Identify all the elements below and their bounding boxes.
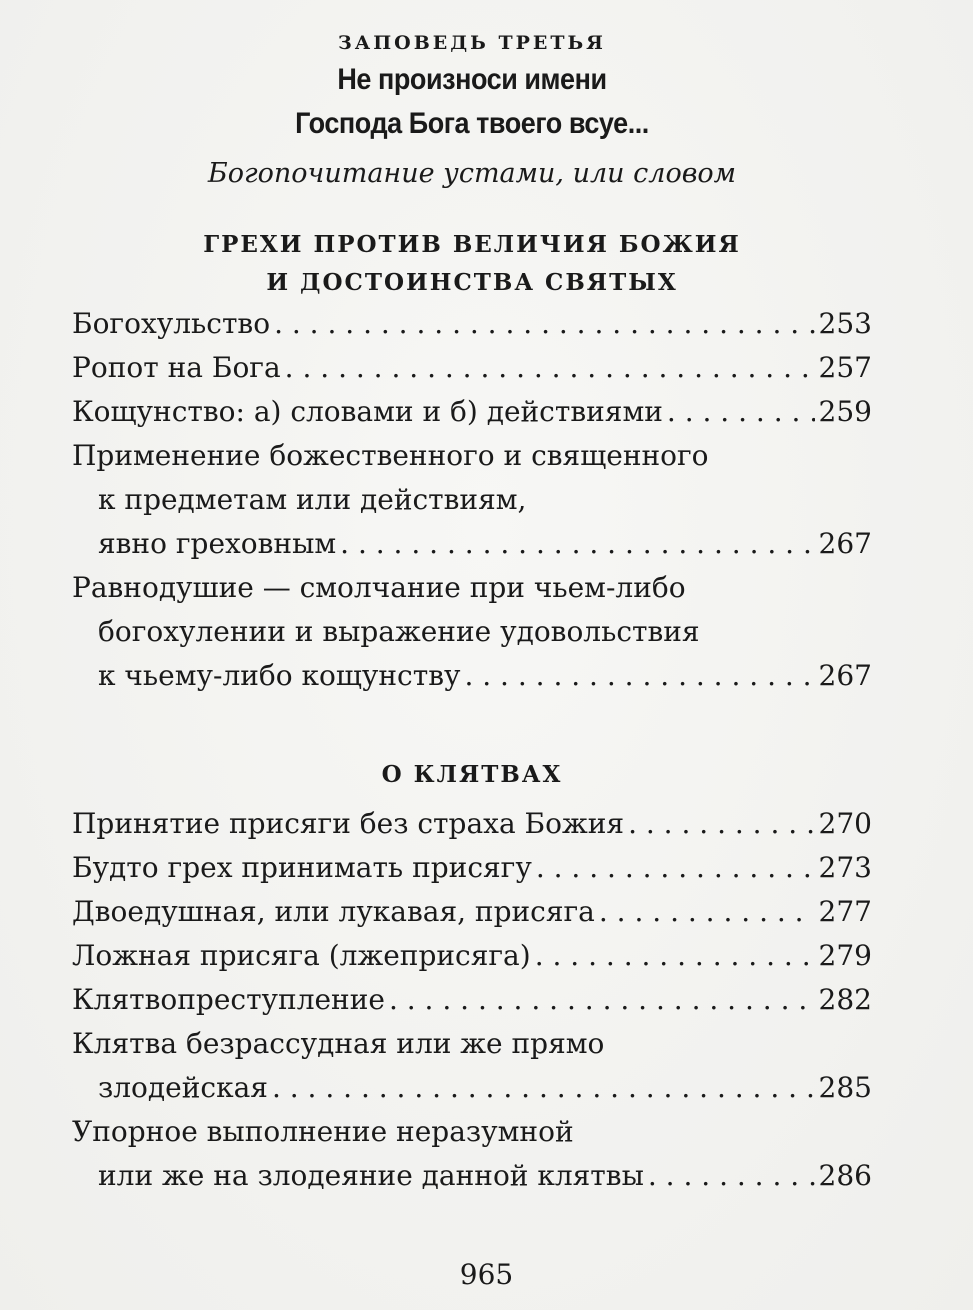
entry-text: Клятва безрассудная или же прямо <box>72 1027 605 1060</box>
page-number: 965 <box>459 1258 514 1291</box>
entry-text: к чьему-либо кощунству <box>98 659 461 692</box>
entry-row <box>72 522 872 566</box>
entry-row <box>72 846 872 890</box>
toc-content <box>72 28 872 1198</box>
entry-text: Применение божественного и священного <box>72 439 709 472</box>
toc-entry <box>72 978 872 1022</box>
entry-row <box>72 934 872 978</box>
dot-leader <box>464 654 814 698</box>
entry-page-number: 267 <box>818 659 872 692</box>
entry-text: Кощунство: а) словами и б) действиями <box>72 395 663 428</box>
entry-page-number: 267 <box>818 527 872 560</box>
toc-entry <box>72 846 872 890</box>
entry-row <box>72 302 872 346</box>
section-heading-line-2: И ДОСТОИНСТВА СВЯТЫХ <box>266 269 678 296</box>
entry-text: к предметам или действиям, <box>98 483 527 516</box>
toc-entry <box>72 566 872 698</box>
entry-page-number: 286 <box>818 1159 872 1192</box>
toc-entry <box>72 1110 872 1198</box>
toc-entry <box>72 434 872 566</box>
toc-entry <box>72 934 872 978</box>
entry-row <box>72 654 872 698</box>
toc-entry <box>72 890 872 934</box>
entry-page-number: 273 <box>818 851 872 884</box>
entry-text: или же на злодеяние данной клятвы <box>98 1159 644 1192</box>
dot-leader <box>599 890 815 934</box>
dot-leader <box>667 390 815 434</box>
entry-text: злодейская <box>98 1071 268 1104</box>
entry-page-number: 270 <box>818 807 872 840</box>
toc-entry <box>72 346 872 390</box>
entry-page-number: 285 <box>818 1071 872 1104</box>
entry-text: Ропот на Бога <box>72 351 281 384</box>
section-2-entries <box>72 802 872 1198</box>
entry-page-number: 257 <box>818 351 872 384</box>
entry-text: Богохульство <box>72 307 271 340</box>
entry-row <box>72 890 872 934</box>
subtitle: Богопочитание устами, или словом <box>207 158 737 189</box>
entry-text: Двоедушная, или лукавая, присяга <box>72 895 595 928</box>
section-1-entries <box>72 302 872 698</box>
entry-row <box>72 1154 872 1198</box>
dot-leader <box>628 802 814 846</box>
dot-leader <box>648 1154 815 1198</box>
entry-row <box>72 802 872 846</box>
entry-page-number: 277 <box>818 895 872 928</box>
title-line-2: Господа Бога твоего всуе... <box>295 107 649 140</box>
entry-text: Равнодушие — смолчание при чьем-либо <box>72 571 686 604</box>
dot-leader <box>274 302 814 346</box>
entry-text: Принятие присяги без страха Божия <box>72 807 625 840</box>
commandment-label: ЗАПОВЕДЬ ТРЕТЬЯ <box>338 32 606 54</box>
entry-page-number: 253 <box>818 307 872 340</box>
dot-leader <box>535 934 815 978</box>
section-heading-oaths: О КЛЯТВАХ <box>381 761 563 788</box>
entry-text: Клятвопреступление <box>72 983 385 1016</box>
entry-text: явно греховным <box>98 527 337 560</box>
title-line-1: Не произноси имени <box>337 63 607 96</box>
toc-entry <box>72 302 872 346</box>
dot-leader <box>340 522 814 566</box>
entry-row <box>72 1066 872 1110</box>
dot-leader <box>536 846 815 890</box>
entry-text: Будто грех принимать присягу <box>72 851 532 884</box>
entry-row <box>72 390 872 434</box>
entry-text: Упорное выполнение неразумной <box>72 1115 574 1148</box>
dot-leader <box>389 978 815 1022</box>
toc-entry <box>72 390 872 434</box>
dot-leader <box>272 1066 815 1110</box>
entry-page-number: 279 <box>818 939 872 972</box>
toc-entry <box>72 802 872 846</box>
entry-page-number: 259 <box>818 395 872 428</box>
toc-entry <box>72 1022 872 1110</box>
entry-row <box>72 346 872 390</box>
section-heading-line-1: ГРЕХИ ПРОТИВ ВЕЛИЧИЯ БОЖИЯ <box>203 231 741 258</box>
dot-leader <box>285 346 815 390</box>
entry-row <box>72 978 872 1022</box>
entry-page-number: 282 <box>818 983 872 1016</box>
entry-text: богохулении и выражение удовольствия <box>98 615 700 648</box>
entry-text: Ложная присяга (лжеприсяга) <box>72 939 531 972</box>
